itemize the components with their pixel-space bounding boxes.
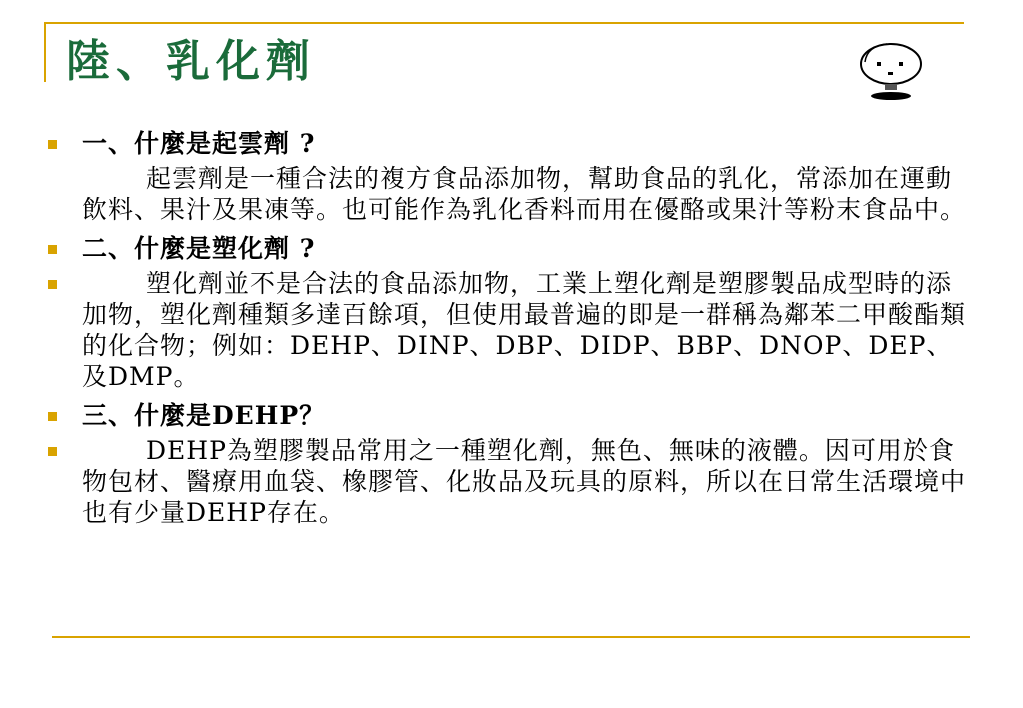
section-3-body-item [48,435,968,528]
section-3-heading: 三、什麼是DEHP？ [82,401,326,430]
frame-bottom-line [52,636,970,638]
section-2-heading-item [48,233,968,264]
square-bullet-icon [48,140,57,149]
slide-title: 陸、乳化劑 [66,36,316,87]
square-bullet-icon [48,412,57,421]
section-1-heading: 一、什麼是起雲劑 ? [82,129,316,158]
square-bullet-icon [48,245,57,254]
section-2-body: 塑化劑並不是合法的食品添加物，工業上塑化劑是塑膠製品成型時的添加物，塑化劑種類多達百餘項，但使用最普遍的即是一群稱為鄰苯二甲酸酯類的化合物；例如：DEHP、DINP、DBP、DIDP、BBP、DNOP、DEP、及DMP。 [82,269,967,391]
section-3-heading-item [48,400,968,431]
section-2-body-item [48,268,968,392]
section-1-body-item [48,163,968,225]
section-1-heading-item [48,128,968,159]
frame-left-line [44,22,46,82]
smiley-face-icon [857,38,929,104]
square-bullet-icon [48,447,57,456]
square-bullet-icon [48,280,57,289]
section-1-body: 起雲劑是一種合法的複方食品添加物，幫助食品的乳化，常添加在運動飲料、果汁及果凍等。也可能作為乳化香料而用在優酪或果汁等粉末食品中。 [82,164,967,224]
frame-top-line [44,22,964,24]
content-list [48,128,968,536]
section-3-body: DEHP為塑膠製品常用之一種塑化劑，無色、無味的液體。因可用於食物包材、醫療用血袋、橡膠管、化妝品及玩具的原料，所以在日常生活環境中也有少量DEHP存在。 [82,436,967,527]
section-2-heading: 二、什麼是塑化劑 ? [82,234,316,263]
